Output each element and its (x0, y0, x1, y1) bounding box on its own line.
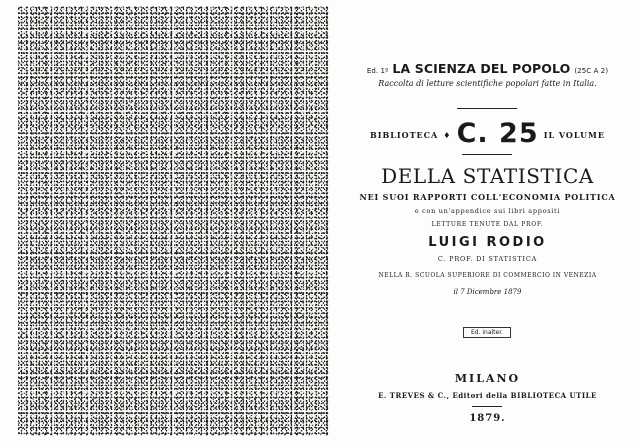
edition-stamp: Ed. inalter. (463, 327, 511, 338)
imprint-city: MILANO (454, 372, 521, 385)
divider-rule (462, 154, 512, 155)
speckled-endpaper (18, 6, 330, 436)
imprint-year: 1879. (469, 413, 506, 424)
divider-rule (472, 406, 502, 407)
imprint-publisher: E. TREVES & C., Editori della BIBLIOTECA UTILE (378, 391, 597, 400)
series-title: LA SCIENZA DEL POPOLO (392, 61, 571, 76)
title-page (345, 6, 630, 436)
lecture-intro: LETTURE TENUTE DAL PROF. (431, 221, 544, 228)
library-number-line (345, 118, 630, 149)
lecture-date: il 7 Dicembre 1879 (453, 288, 522, 296)
book-title: DELLA STATISTICA (381, 164, 594, 188)
series-suffix: (25C A 2) (574, 67, 609, 75)
author-name: LUIGI RODIO (428, 235, 547, 250)
library-ornament: ♦ (443, 130, 452, 140)
author-school: NELLA R. SCUOLA SUPERIORE DI COMMERCIO IN VENEZIA (378, 272, 597, 279)
volume-label: IL VOLUME (543, 130, 606, 140)
series-line (345, 61, 630, 76)
library-label: BIBLIOTECA (369, 130, 439, 140)
series-prefix: Ed. 1º (366, 67, 389, 75)
book-appendix: e con un'appendice sui libri appositi (414, 207, 561, 215)
divider-rule (457, 108, 517, 109)
series-subtitle: Raccolta di letture scientifiche popolari fatte in Italia. (378, 79, 597, 88)
library-number: C. 25 (456, 118, 539, 149)
author-role: C. PROF. DI STATISTICA (437, 255, 538, 263)
endpaper-texture (18, 6, 330, 436)
book-subtitle: NEI SUOI RAPPORTI COLL'ECONOMIA POLITICA (359, 192, 616, 202)
